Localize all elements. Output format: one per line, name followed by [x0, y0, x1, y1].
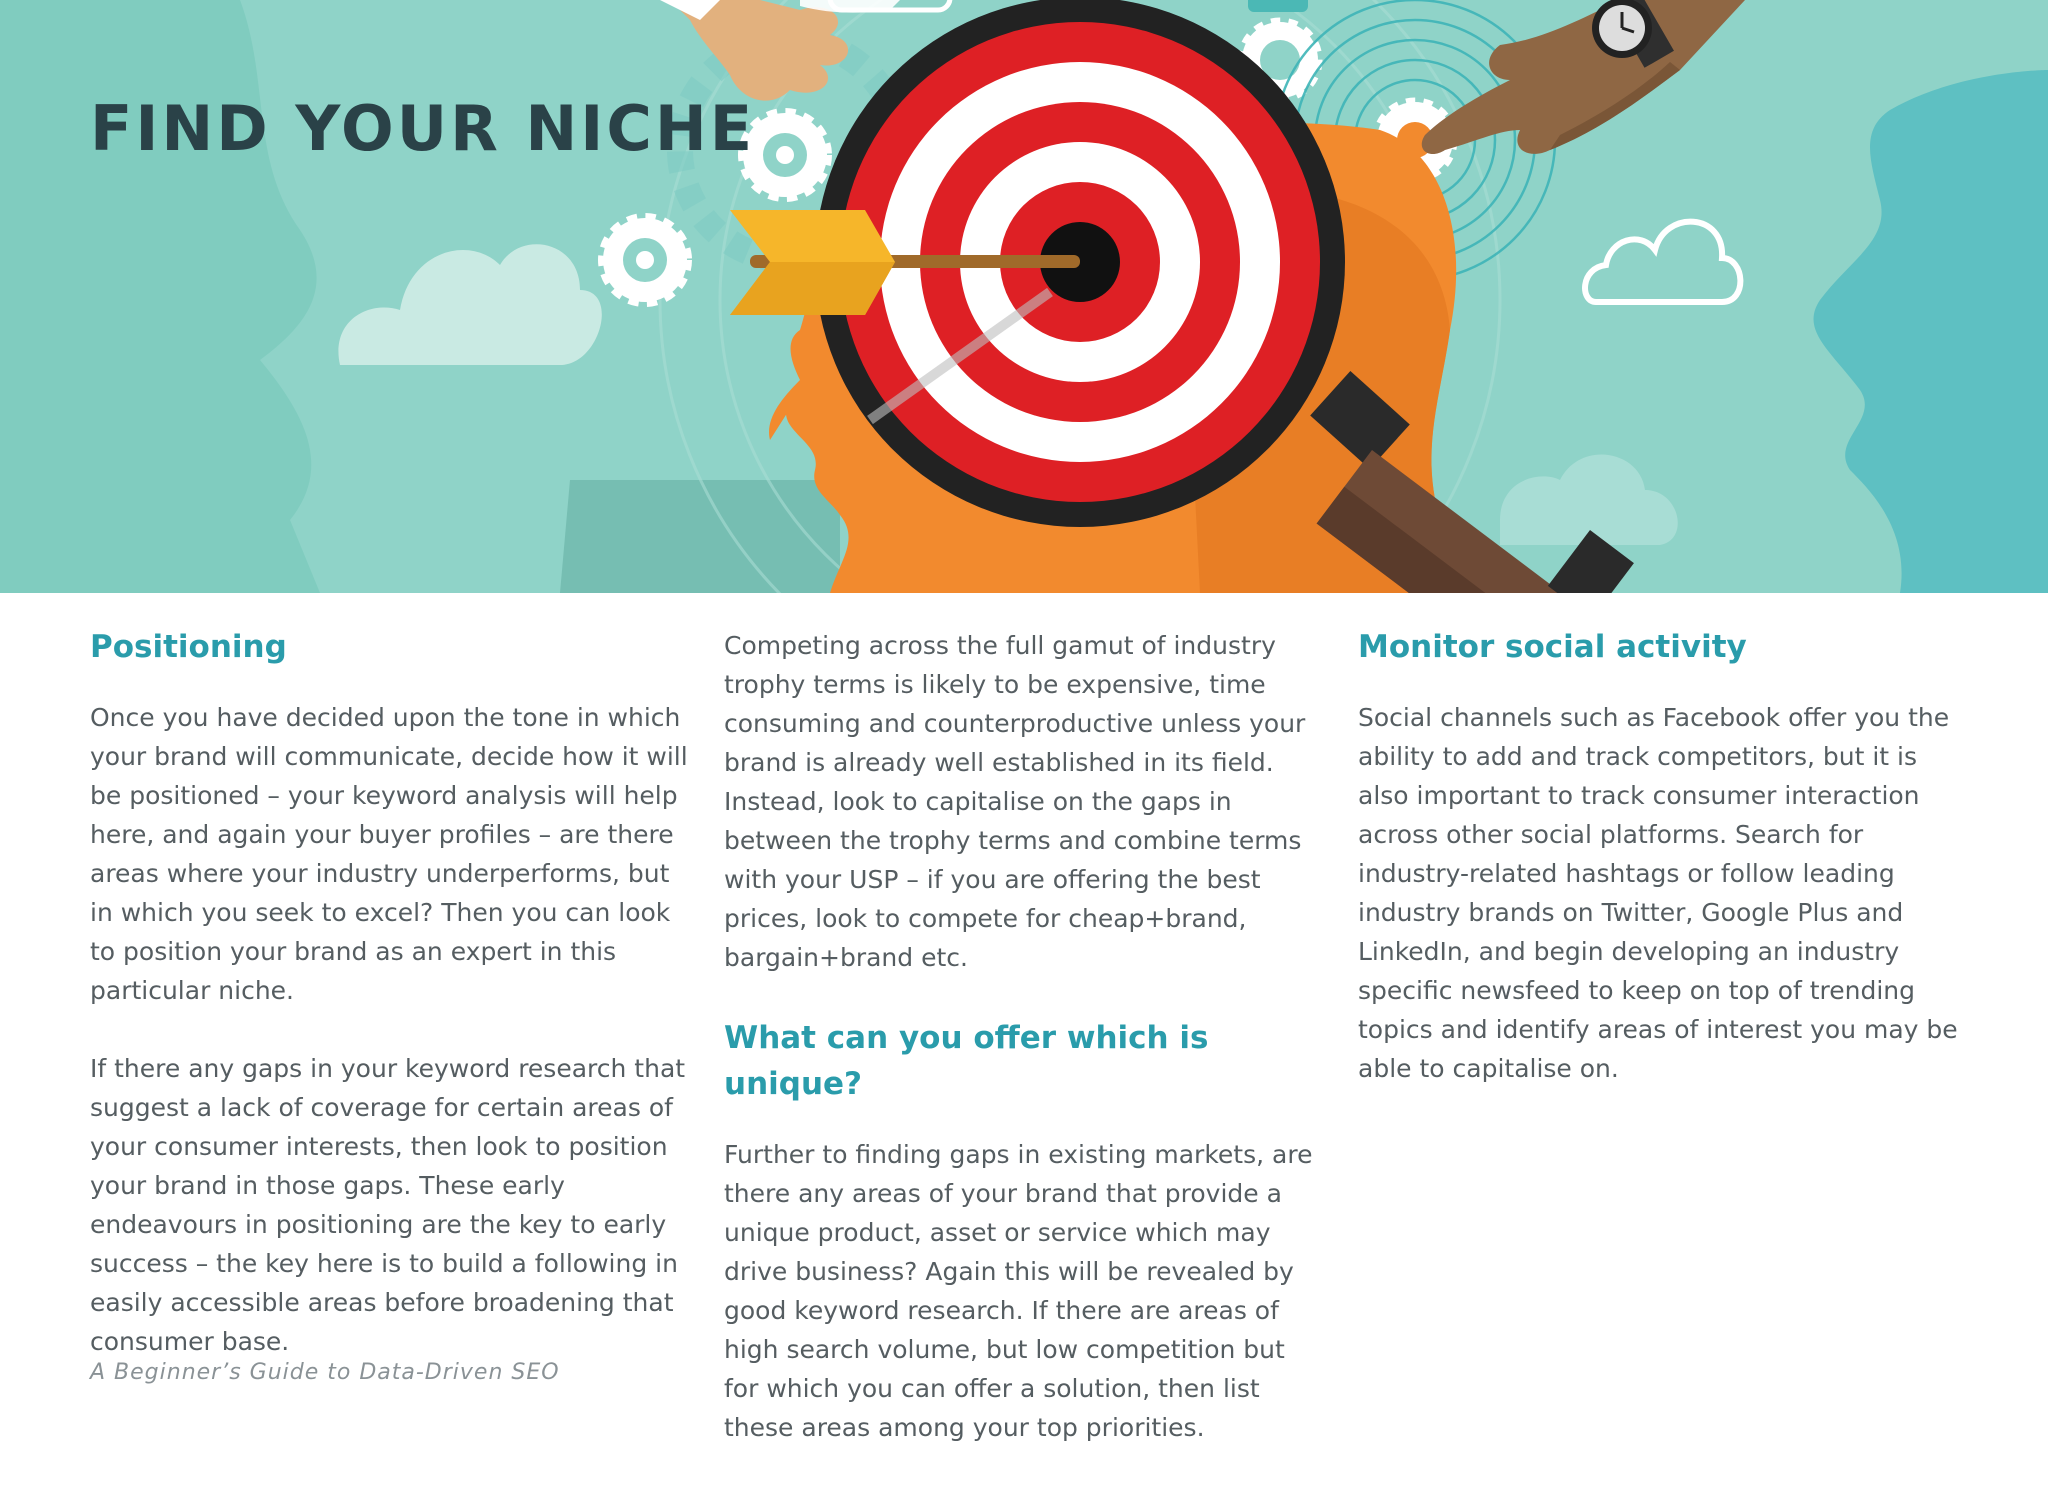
paragraph: If there any gaps in your keyword research that suggest a lack of coverage for certain areas of your consumer interests, then look to position your brand in those gaps. These early endeavours in positioning are the key to early success – the key here is to build a following in easily accessible areas before broadening that consumer base.: [90, 1054, 686, 1356]
page-title: FIND YOUR NICHE: [90, 92, 756, 165]
section-heading-unique: What can you offer which is unique?: [724, 1020, 1209, 1102]
paragraph: Once you have decided upon the tone in which your brand will communicate, decide how it will be positioned – your keyword analysis will help here, and again your buyer profiles – are there areas where your industry underperforms, but in which you seek to excel? Then you can look to position your brand as an expert in this particular niche.: [90, 703, 688, 1005]
gear-icon: [603, 218, 687, 302]
footer-guide-title: A Beginner’s Guide to Data-Driven SEO: [90, 1360, 560, 1385]
hero-banner: [0, 0, 2048, 593]
paragraph: Competing across the full gamut of industry trophy terms is likely to be expensive, time consuming and counterproductive unless your brand is already well established in its field. Instead, look to capitalise on the gaps in between the trophy terms and combine terms with your USP – if you are offering the best prices, look to compete for cheap+brand, bargain+brand etc.: [724, 631, 1306, 972]
hero-illustration: [0, 0, 2048, 593]
paragraph: Social channels such as Facebook offer you the ability to add and track competitors, but it is also important to track consumer interaction across other social platforms. Search for industry-related hashtags or follow leading industry brands on Twitter, Google Plus and LinkedIn, and begin developing an industry specific newsfeed to keep on top of trending topics and identify areas of interest you may be able to capitalise on.: [1358, 703, 1958, 1083]
section-heading-positioning: Positioning: [90, 629, 287, 665]
column-positioning: [90, 624, 690, 1400]
section-heading-social: Monitor social activity: [1358, 629, 1747, 665]
gear-icon: [743, 113, 827, 197]
paragraph: Further to finding gaps in existing markets, are there any areas of your brand that provide a unique product, asset or service which may drive business? Again this will be revealed by good keyword research. If there are areas of high search volume, but low competition but for which you can offer a solution, then list these areas among your top priorities.: [724, 1140, 1313, 1442]
column-unique-offer: [724, 626, 1324, 1486]
column-social-activity: [1358, 624, 1958, 1127]
